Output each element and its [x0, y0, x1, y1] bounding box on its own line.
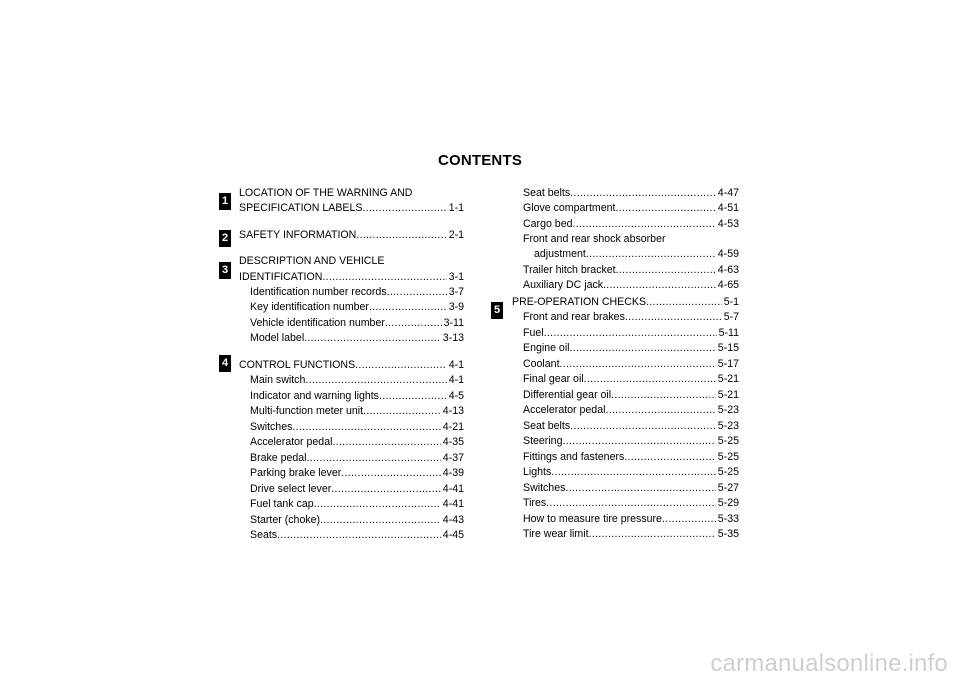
toc-entry[interactable]	[523, 325, 739, 341]
toc-entry-page: 5-15	[717, 342, 739, 354]
toc-entry-text: Seats	[250, 529, 278, 541]
toc-entry-page: 4-59	[717, 248, 739, 260]
toc-entry[interactable]	[523, 495, 739, 511]
toc-entry-text: Tire wear limit	[523, 528, 589, 540]
toc-entry[interactable]	[523, 356, 739, 372]
toc-entry-page: 4-45	[442, 529, 464, 541]
toc-entry-text: PRE-OPERATION CHECKS	[512, 296, 647, 308]
toc-entry[interactable]	[239, 185, 464, 201]
toc-entry-text: adjustment	[534, 248, 586, 260]
toc-entry-page: 4-47	[717, 187, 739, 199]
toc-entry-text: Front and rear brakes	[523, 311, 625, 323]
toc-entry-text: Front and rear shock absorber	[523, 233, 666, 245]
toc-entry[interactable]	[250, 512, 464, 528]
toc-entry-text: Accelerator pedal	[523, 404, 606, 416]
toc-entry[interactable]	[512, 294, 739, 310]
toc-entry-page: 5-33	[717, 513, 739, 525]
toc-entry-text: Indicator and warning lights	[250, 390, 379, 402]
toc-entry-page: 5-21	[717, 373, 739, 385]
toc-entry[interactable]	[523, 371, 739, 387]
toc-entry[interactable]	[239, 269, 464, 285]
toc-entry-text: Seat belts	[523, 187, 571, 199]
toc-entry-page: 3-9	[448, 301, 464, 313]
toc-entry[interactable]	[250, 450, 464, 466]
toc-entry[interactable]	[523, 231, 739, 247]
toc-entry-page: 5-21	[717, 389, 739, 401]
toc-entry-page: 4-1	[448, 374, 464, 386]
toc-entry-page: 4-53	[717, 218, 739, 230]
toc-entry-text: SAFETY INFORMATION	[239, 229, 357, 241]
section-tab-5: 5	[491, 302, 503, 319]
toc-entry-text: Main switch	[250, 374, 306, 386]
toc-entry[interactable]	[534, 246, 739, 262]
toc-entry-text: Switches	[523, 482, 566, 494]
toc-entry-page: 4-63	[717, 264, 739, 276]
toc-entry-page: 5-23	[717, 404, 739, 416]
toc-entry-text: Differential gear oil	[523, 389, 612, 401]
toc-entry[interactable]	[523, 340, 739, 356]
toc-entry-text: How to measure tire pressure	[523, 513, 662, 525]
toc-entry-page: 3-11	[443, 317, 464, 329]
toc-entry-page: 4-1	[448, 359, 464, 371]
toc-entry-text: CONTROL FUNCTIONS	[239, 359, 356, 371]
toc-entry-page: 4-21	[442, 421, 464, 433]
watermark-text: carmanualsonline.info	[710, 650, 948, 677]
toc-entry-page: 4-39	[442, 467, 464, 479]
toc-entry-text: Steering	[523, 435, 563, 447]
toc-entry-text: SPECIFICATION LABELS	[239, 202, 363, 214]
toc-entry-text: Identification number records	[250, 286, 387, 298]
toc-entry-text: Seat belts	[523, 420, 571, 432]
toc-entry-text: Fuel tank cap	[250, 498, 314, 510]
toc-entry-text: Glove compartment	[523, 202, 616, 214]
section-tab-4: 4	[219, 355, 231, 372]
toc-entry[interactable]	[523, 418, 739, 434]
toc-entry-text: Parking brake lever	[250, 467, 342, 479]
toc-entry-page: 4-35	[442, 436, 464, 448]
toc-entry[interactable]	[523, 511, 739, 527]
toc-entry[interactable]	[239, 200, 464, 216]
toc-entry-text: Tires	[523, 497, 547, 509]
toc-entry-page: 5-23	[717, 420, 739, 432]
toc-entry[interactable]	[250, 403, 464, 419]
toc-entry[interactable]	[523, 480, 739, 496]
toc-entry[interactable]	[250, 372, 464, 388]
toc-entry-page: 5-7	[723, 311, 739, 323]
toc-entry-text: Starter (choke)	[250, 514, 321, 526]
section-tab-1: 1	[219, 193, 231, 210]
toc-entry-page: 4-41	[442, 483, 464, 495]
toc-entry-page: 1-1	[448, 202, 464, 214]
toc-entry-text: Engine oil	[523, 342, 570, 354]
toc-entry-page: 5-29	[717, 497, 739, 509]
toc-entry-page: 5-11	[718, 327, 739, 339]
toc-entry-text: IDENTIFICATION	[239, 271, 323, 283]
toc-entry-text: Lights	[523, 466, 552, 478]
toc-entry-page: 4-41	[442, 498, 464, 510]
toc-entry[interactable]	[250, 465, 464, 481]
toc-entry-text: Coolant	[523, 358, 560, 370]
toc-entry-text: Drive select lever	[250, 483, 332, 495]
toc-entry[interactable]	[250, 299, 464, 315]
toc-entry-text: Accelerator pedal	[250, 436, 333, 448]
section-tab-2: 2	[219, 230, 231, 247]
toc-entry[interactable]	[523, 464, 739, 480]
toc-entry-text: Brake pedal	[250, 452, 307, 464]
toc-entry-page: 3-1	[448, 271, 464, 283]
toc-entry[interactable]	[523, 185, 739, 201]
toc-entry-page: 5-25	[717, 451, 739, 463]
toc-entry[interactable]	[250, 481, 464, 497]
toc-entry-page: 4-5	[448, 390, 464, 402]
toc-entry-text: Vehicle identification number	[250, 317, 385, 329]
toc-entry[interactable]	[523, 402, 739, 418]
toc-entry[interactable]	[250, 388, 464, 404]
toc-entry-text: Key identification number	[250, 301, 369, 313]
toc-entry-text: Fuel	[523, 327, 544, 339]
toc-entry-page: 4-65	[717, 279, 739, 291]
toc-entry-page: 4-37	[442, 452, 464, 464]
toc-entry-page: 4-43	[442, 514, 464, 526]
toc-entry-text: Multi-function meter unit	[250, 405, 364, 417]
toc-entry[interactable]	[523, 387, 739, 403]
toc-entry[interactable]	[523, 309, 739, 325]
toc-entry[interactable]	[250, 527, 464, 543]
toc-entry[interactable]	[250, 419, 464, 435]
toc-entry-text: Fittings and fasteners	[523, 451, 625, 463]
toc-entry[interactable]	[250, 434, 464, 450]
toc-entry-text: Final gear oil	[523, 373, 584, 385]
toc-entry-page: 2-1	[448, 229, 464, 241]
toc-entry[interactable]	[250, 315, 464, 331]
toc-entry-text: Cargo bed	[523, 218, 573, 230]
toc-entry[interactable]	[523, 449, 739, 465]
toc-entry[interactable]	[523, 277, 739, 293]
toc-entry[interactable]	[239, 253, 464, 269]
toc-entry-page: 5-17	[717, 358, 739, 370]
toc-entry-page: 3-13	[442, 332, 464, 344]
toc-entry[interactable]	[250, 330, 464, 346]
toc-entry-text: Trailer hitch bracket	[523, 264, 616, 276]
toc-entry-page: 4-51	[717, 202, 739, 214]
toc-entry[interactable]	[239, 357, 464, 373]
toc-entry[interactable]	[523, 262, 739, 278]
toc-entry-page: 5-27	[717, 482, 739, 494]
toc-entry-text: Switches	[250, 421, 293, 433]
page-title: CONTENTS	[437, 152, 523, 169]
toc-entry-text: LOCATION OF THE WARNING AND	[239, 187, 413, 199]
toc-entry-page: 5-25	[717, 466, 739, 478]
section-tab-3: 3	[219, 262, 231, 279]
toc-entry-page: 5-35	[717, 528, 739, 540]
toc-entry[interactable]	[239, 227, 464, 243]
toc-entry-text: Auxiliary DC jack	[523, 279, 604, 291]
toc-entry[interactable]	[250, 496, 464, 512]
toc-entry-page: 3-7	[448, 286, 464, 298]
toc-entry-text: Model label	[250, 332, 305, 344]
toc-entry-page: 4-13	[442, 405, 464, 417]
toc-entry[interactable]	[523, 200, 739, 216]
toc-entry[interactable]	[523, 433, 739, 449]
toc-entry[interactable]	[250, 284, 464, 300]
toc-entry[interactable]	[523, 526, 739, 542]
toc-entry-page: 5-25	[717, 435, 739, 447]
toc-entry-text: DESCRIPTION AND VEHICLE	[239, 255, 385, 267]
toc-entry[interactable]	[523, 216, 739, 232]
toc-entry-page: 5-1	[723, 296, 739, 308]
